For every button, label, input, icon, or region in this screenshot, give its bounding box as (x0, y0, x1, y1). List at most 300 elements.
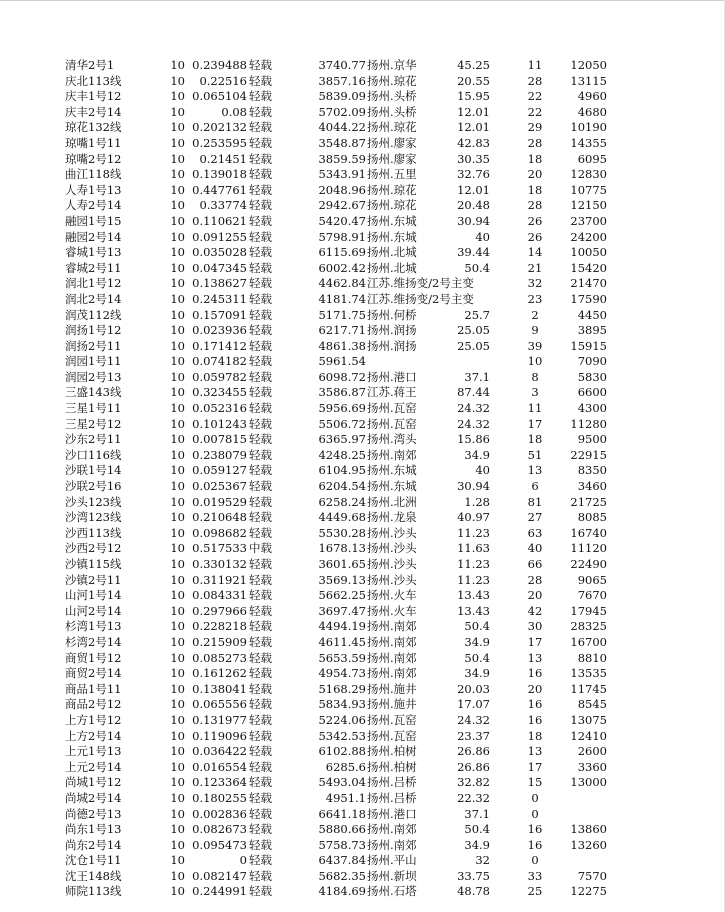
substation-cell: 扬州.南郊 (367, 619, 417, 634)
table-row (65, 697, 625, 713)
line-name-cell: 润园2号13 (65, 369, 122, 384)
count-cell: 15 (527, 775, 543, 790)
percentage-cell: 12.01 (457, 104, 490, 119)
voltage-cell: 10 (170, 323, 185, 338)
load-status-cell: 轻载 (249, 58, 272, 72)
margin-value-cell: 4248.25 (318, 447, 366, 462)
margin-value-cell: 5662.25 (318, 588, 366, 603)
count-cell: 42 (527, 603, 543, 618)
margin-value-cell: 4462.84 (318, 276, 366, 291)
load-rate-cell: 0.245311 (192, 291, 247, 306)
substation-cell: 扬州.瓦窑 (367, 728, 417, 743)
voltage-cell: 10 (170, 151, 185, 166)
capacity-cell: 6095 (577, 151, 607, 166)
percentage-cell: 32.76 (457, 167, 490, 182)
percentage-cell: 37.1 (464, 806, 490, 821)
margin-value-cell: 5880.66 (318, 822, 366, 837)
count-cell: 0 (531, 853, 539, 868)
capacity-cell: 21470 (570, 276, 607, 291)
line-name-cell: 尚城1号12 (65, 775, 122, 790)
voltage-cell: 10 (170, 229, 185, 244)
voltage-cell: 10 (170, 884, 185, 899)
load-status-cell: 轻载 (249, 697, 272, 712)
percentage-cell: 30.94 (457, 479, 490, 494)
load-rate-cell: 0.253595 (192, 135, 247, 150)
margin-value-cell: 6217.71 (318, 323, 366, 338)
line-name-cell: 润北1号12 (65, 276, 122, 291)
table-row (65, 463, 625, 479)
percentage-cell: 17.07 (457, 697, 490, 712)
table-row (65, 775, 625, 791)
load-status-cell: 轻载 (249, 447, 272, 462)
substation-cell: 扬州.沙头 (367, 541, 417, 556)
capacity-cell: 8545 (577, 697, 607, 712)
count-cell: 20 (527, 588, 543, 603)
substation-cell: 扬州.南郊 (367, 837, 417, 852)
percentage-cell: 25.7 (464, 307, 490, 322)
load-rate-cell: 0.161262 (192, 666, 247, 681)
margin-value-cell: 3697.47 (318, 603, 366, 618)
voltage-cell: 10 (170, 619, 185, 634)
capacity-cell: 12830 (570, 167, 607, 182)
count-cell: 17 (527, 759, 543, 774)
table-row (65, 619, 625, 635)
line-name-cell: 商品2号12 (65, 697, 122, 712)
margin-value-cell: 5493.04 (318, 775, 366, 790)
voltage-cell: 10 (170, 557, 185, 571)
table-row (65, 729, 625, 745)
voltage-cell: 10 (170, 260, 185, 275)
load-status-cell: 轻载 (249, 712, 272, 727)
line-name-cell: 融园2号14 (65, 229, 122, 244)
line-name-cell: 沙口116线 (65, 447, 122, 462)
load-status-cell: 轻载 (249, 884, 272, 899)
percentage-cell: 12.01 (457, 182, 490, 197)
substation-cell: 扬州.龙泉 (367, 510, 417, 525)
margin-value-cell: 5961.54 (318, 354, 366, 369)
table-row (65, 354, 625, 370)
capacity-cell: 9065 (577, 572, 607, 587)
load-rate-cell: 0.228218 (192, 619, 247, 634)
margin-value-cell: 6258.24 (318, 494, 366, 509)
load-status-cell: 轻载 (249, 479, 272, 494)
line-name-cell: 尚德2号13 (65, 806, 122, 821)
substation-cell: 扬州.头桥 (367, 89, 417, 104)
load-status-cell: 轻载 (249, 853, 272, 868)
margin-value-cell: 2942.67 (318, 198, 366, 213)
load-status-cell: 轻载 (249, 525, 272, 540)
margin-value-cell: 4181.74 (318, 291, 366, 306)
line-name-cell: 润北2号14 (65, 291, 122, 306)
substation-cell: 扬州.瓦窑 (367, 401, 417, 416)
percentage-cell: 34.9 (464, 837, 490, 852)
margin-value-cell: 4044.22 (318, 120, 366, 135)
substation-cell: 扬州.南郊 (367, 447, 417, 462)
capacity-cell: 3360 (577, 759, 607, 774)
load-rate-cell: 0.138627 (192, 276, 247, 291)
load-rate-cell: 0.095473 (192, 837, 247, 852)
table-row (65, 853, 625, 869)
table-row (65, 292, 625, 308)
margin-value-cell: 5168.29 (318, 681, 366, 696)
voltage-cell: 10 (170, 525, 185, 540)
substation-cell: 扬州.北城 (367, 260, 417, 275)
load-rate-cell: 0.007815 (192, 432, 247, 447)
voltage-cell: 10 (170, 307, 185, 322)
table-row (65, 760, 625, 776)
table-row (65, 588, 625, 604)
load-rate-cell: 0.21451 (199, 151, 247, 166)
line-name-cell: 沙西113线 (65, 525, 122, 540)
capacity-cell: 15915 (570, 338, 607, 353)
substation-cell: 扬州.五里 (367, 167, 417, 182)
margin-value-cell: 4449.68 (318, 510, 366, 525)
voltage-cell: 10 (170, 728, 185, 743)
count-cell: 29 (527, 120, 543, 135)
voltage-cell: 10 (170, 634, 185, 649)
percentage-cell: 32 (475, 853, 490, 868)
voltage-cell: 10 (170, 432, 185, 447)
substation-cell: 扬州.沙头 (367, 557, 417, 571)
table-row (65, 635, 625, 651)
load-status-cell: 轻载 (249, 510, 272, 525)
table-row (65, 230, 625, 246)
load-status-cell: 轻载 (249, 666, 272, 681)
percentage-cell: 26.86 (457, 759, 490, 774)
table-row (65, 417, 625, 433)
line-name-cell: 商贸1号12 (65, 650, 122, 665)
voltage-cell: 10 (170, 89, 185, 104)
capacity-cell: 12410 (570, 728, 607, 743)
count-cell: 28 (527, 198, 543, 213)
count-cell: 16 (527, 712, 543, 727)
capacity-cell: 16700 (570, 634, 607, 649)
table-row (65, 136, 625, 152)
substation-cell: 扬州.柏树 (367, 744, 417, 759)
margin-value-cell: 5839.09 (318, 89, 366, 104)
count-cell: 18 (527, 728, 543, 743)
line-name-cell: 上方1号12 (65, 712, 122, 727)
line-name-cell: 沙联2号16 (65, 479, 122, 494)
voltage-cell: 10 (170, 510, 185, 525)
table-row (65, 682, 625, 698)
load-status-cell: 轻载 (249, 104, 272, 119)
percentage-cell: 11.23 (457, 525, 490, 540)
margin-value-cell: 5530.28 (318, 525, 366, 540)
table-row (65, 884, 625, 900)
voltage-cell: 10 (170, 245, 185, 260)
substation-cell: 扬州.北城 (367, 245, 417, 260)
count-cell: 18 (527, 182, 543, 197)
substation-cell: 扬州.瓦窑 (367, 416, 417, 431)
load-status-cell: 轻载 (249, 198, 272, 213)
capacity-cell: 3460 (577, 479, 607, 494)
load-rate-cell: 0.297966 (192, 603, 247, 618)
table-row (65, 807, 625, 823)
substation-cell: 扬州.琼花 (367, 120, 417, 135)
margin-value-cell: 6115.69 (318, 245, 366, 260)
table-row (65, 401, 625, 417)
load-rate-cell: 0.123364 (192, 775, 247, 790)
voltage-cell: 10 (170, 479, 185, 494)
percentage-cell: 37.1 (464, 369, 490, 384)
line-name-cell: 沈仓1号11 (65, 853, 122, 868)
capacity-cell: 17945 (570, 603, 607, 618)
count-cell: 11 (527, 58, 543, 72)
voltage-cell: 10 (170, 167, 185, 182)
count-cell: 17 (527, 416, 543, 431)
percentage-cell: 48.78 (457, 884, 490, 899)
load-status-cell: 轻载 (249, 135, 272, 150)
capacity-cell: 13075 (570, 712, 607, 727)
capacity-cell: 13000 (570, 775, 607, 790)
percentage-cell: 39.44 (457, 245, 490, 260)
load-rate-cell: 0.33774 (199, 198, 247, 213)
percentage-cell: 50.4 (464, 650, 490, 665)
voltage-cell: 10 (170, 182, 185, 197)
table-row (65, 869, 625, 885)
margin-value-cell: 6002.42 (318, 260, 366, 275)
margin-value-cell: 5653.59 (318, 650, 366, 665)
voltage-cell: 10 (170, 494, 185, 509)
line-name-cell: 琼嘴2号12 (65, 151, 122, 166)
percentage-cell: 40.97 (457, 510, 490, 525)
substation-cell: 扬州.琼花 (367, 198, 417, 213)
table-row (65, 152, 625, 168)
load-status-cell: 轻载 (249, 806, 272, 821)
load-rate-cell: 0.016554 (192, 759, 247, 774)
percentage-cell: 22.32 (457, 790, 490, 805)
substation-cell: 扬州.平山 (367, 853, 417, 868)
capacity-cell: 23700 (570, 213, 607, 228)
capacity-cell: 9500 (577, 432, 607, 447)
capacity-cell: 13535 (570, 666, 607, 681)
line-name-cell: 琼花132线 (65, 120, 122, 135)
count-cell: 13 (527, 463, 543, 478)
load-status-cell: 轻载 (249, 557, 272, 571)
load-status-cell: 轻载 (249, 151, 272, 166)
substation-cell: 江苏.蒋王 (367, 385, 417, 400)
substation-cell: 扬州.琼花 (367, 182, 417, 197)
count-cell: 20 (527, 167, 543, 182)
load-status-cell: 轻载 (249, 229, 272, 244)
substation-cell: 扬州.南郊 (367, 650, 417, 665)
line-name-cell: 杉湾1号13 (65, 619, 122, 634)
line-name-cell: 尚东2号14 (65, 837, 122, 852)
voltage-cell: 10 (170, 369, 185, 384)
load-status-cell: 轻载 (249, 588, 272, 603)
line-name-cell: 融园1号15 (65, 213, 122, 228)
line-name-cell: 清华2号1 (65, 58, 115, 72)
line-name-cell: 润扬2号11 (65, 338, 122, 353)
load-rate-cell: 0.025367 (192, 479, 247, 494)
margin-value-cell: 3857.16 (318, 73, 366, 88)
voltage-cell: 10 (170, 104, 185, 119)
percentage-cell: 40 (475, 229, 490, 244)
line-name-cell: 曲江118线 (65, 167, 122, 182)
margin-value-cell: 3859.59 (318, 151, 366, 166)
load-rate-cell: 0.215909 (192, 634, 247, 649)
load-status-cell: 轻载 (249, 369, 272, 384)
voltage-cell: 10 (170, 58, 185, 72)
voltage-cell: 10 (170, 73, 185, 88)
margin-value-cell: 2048.96 (318, 182, 366, 197)
percentage-cell: 13.43 (457, 603, 490, 618)
load-status-cell: 轻载 (249, 681, 272, 696)
percentage-cell: 34.9 (464, 634, 490, 649)
capacity-cell: 12050 (570, 58, 607, 72)
substation-cell: 扬州.南郊 (367, 822, 417, 837)
load-rate-cell: 0.139018 (192, 167, 247, 182)
substation-cell: 扬州.柏树 (367, 759, 417, 774)
table-row (65, 183, 625, 199)
margin-value-cell: 3586.87 (318, 385, 366, 400)
capacity-cell: 8085 (577, 510, 607, 525)
load-rate-cell: 0.101243 (192, 416, 247, 431)
count-cell: 10 (527, 354, 543, 369)
line-name-cell: 沙联1号14 (65, 463, 122, 478)
percentage-cell: 50.4 (464, 822, 490, 837)
load-rate-cell: 0.091255 (192, 229, 247, 244)
capacity-cell: 7090 (577, 354, 607, 369)
table-row (65, 713, 625, 729)
count-cell: 16 (527, 837, 543, 852)
substation-cell: 江苏.维扬变/2号主变 (367, 276, 474, 291)
line-name-cell: 润扬1号12 (65, 323, 122, 338)
capacity-cell: 7670 (577, 588, 607, 603)
substation-cell: 扬州.火车 (367, 603, 417, 618)
table-row (65, 510, 625, 526)
voltage-cell: 10 (170, 135, 185, 150)
margin-value-cell: 5798.91 (318, 229, 366, 244)
load-rate-cell: 0.157091 (192, 307, 247, 322)
load-rate-cell: 0.019529 (192, 494, 247, 509)
percentage-cell: 50.4 (464, 619, 490, 634)
load-status-cell: 中载 (249, 541, 272, 556)
line-name-cell: 沙湾123线 (65, 510, 122, 525)
table-row (65, 74, 625, 90)
capacity-cell: 12275 (570, 884, 607, 899)
load-status-cell: 轻载 (249, 650, 272, 665)
substation-cell: 扬州.何桥 (367, 307, 417, 322)
margin-value-cell: 5702.09 (318, 104, 366, 119)
substation-cell: 扬州.吕桥 (367, 775, 417, 790)
table-row (65, 495, 625, 511)
capacity-cell: 13260 (570, 837, 607, 852)
count-cell: 18 (527, 151, 543, 166)
percentage-cell: 26.86 (457, 744, 490, 759)
count-cell: 22 (527, 89, 543, 104)
margin-value-cell: 4951.1 (325, 790, 366, 805)
margin-value-cell: 5342.53 (318, 728, 366, 743)
load-status-cell: 轻载 (249, 837, 272, 852)
percentage-cell: 42.83 (457, 135, 490, 150)
load-rate-cell: 0.202132 (192, 120, 247, 135)
line-name-cell: 人寿1号13 (65, 182, 122, 197)
load-rate-cell: 0.098682 (192, 525, 247, 540)
substation-cell: 扬州.港口 (367, 369, 417, 384)
voltage-cell: 10 (170, 385, 185, 400)
load-status-cell: 轻载 (249, 603, 272, 618)
substation-cell: 扬州.廖家 (367, 135, 417, 150)
load-rate-cell: 0.085273 (192, 650, 247, 665)
table-row (65, 744, 625, 760)
substation-cell: 扬州.南郊 (367, 634, 417, 649)
margin-value-cell: 5758.73 (318, 837, 366, 852)
voltage-cell: 10 (170, 806, 185, 821)
voltage-cell: 10 (170, 775, 185, 790)
line-name-cell: 上方2号14 (65, 728, 122, 743)
count-cell: 28 (527, 135, 543, 150)
load-rate-cell: 0.244991 (192, 884, 247, 899)
percentage-cell: 11.23 (457, 557, 490, 571)
capacity-cell: 7570 (577, 868, 607, 883)
substation-cell: 扬州.吕桥 (367, 790, 417, 805)
substation-cell: 江苏.维扬变/2号主变 (367, 291, 474, 306)
margin-value-cell: 5343.91 (318, 167, 366, 182)
load-rate-cell: 0 (239, 853, 247, 868)
capacity-cell: 13860 (570, 822, 607, 837)
table-row (65, 791, 625, 807)
load-rate-cell: 0.311921 (192, 572, 247, 587)
load-rate-cell: 0.059127 (192, 463, 247, 478)
substation-cell: 扬州.东城 (367, 479, 417, 494)
margin-value-cell: 4494.19 (318, 619, 366, 634)
percentage-cell: 45.25 (457, 58, 490, 72)
count-cell: 6 (531, 479, 539, 494)
count-cell: 11 (527, 401, 543, 416)
table-row (65, 308, 625, 324)
capacity-cell: 4450 (577, 307, 607, 322)
capacity-cell: 4300 (577, 401, 607, 416)
voltage-cell: 10 (170, 603, 185, 618)
substation-cell: 扬州.港口 (367, 806, 417, 821)
count-cell: 18 (527, 432, 543, 447)
substation-cell: 扬州.施井 (367, 697, 417, 712)
load-rate-cell: 0.180255 (192, 790, 247, 805)
line-name-cell: 师院113线 (65, 884, 122, 899)
capacity-cell: 22915 (570, 447, 607, 462)
load-rate-cell: 0.08 (221, 104, 247, 119)
substation-cell: 扬州.润扬 (367, 323, 417, 338)
percentage-cell: 30.94 (457, 213, 490, 228)
count-cell: 39 (527, 338, 543, 353)
load-rate-cell: 0.447761 (192, 182, 247, 197)
count-cell: 66 (527, 557, 543, 571)
voltage-cell: 10 (170, 447, 185, 462)
capacity-cell: 15420 (570, 260, 607, 275)
percentage-cell: 25.05 (457, 323, 490, 338)
load-status-cell: 轻载 (249, 432, 272, 447)
load-rate-cell: 0.082673 (192, 822, 247, 837)
load-status-cell: 轻载 (249, 385, 272, 400)
count-cell: 33 (527, 868, 543, 883)
table-row (65, 573, 625, 589)
percentage-cell: 50.4 (464, 260, 490, 275)
percentage-cell: 24.32 (457, 712, 490, 727)
capacity-cell: 11745 (570, 681, 607, 696)
load-rate-cell: 0.002836 (192, 806, 247, 821)
capacity-cell: 10190 (570, 120, 607, 135)
count-cell: 30 (527, 619, 543, 634)
voltage-cell: 10 (170, 697, 185, 712)
load-status-cell: 轻载 (249, 338, 272, 353)
capacity-cell: 16740 (570, 525, 607, 540)
substation-cell: 扬州.东城 (367, 229, 417, 244)
percentage-cell: 34.9 (464, 666, 490, 681)
table-row (65, 167, 625, 183)
voltage-cell: 10 (170, 790, 185, 805)
